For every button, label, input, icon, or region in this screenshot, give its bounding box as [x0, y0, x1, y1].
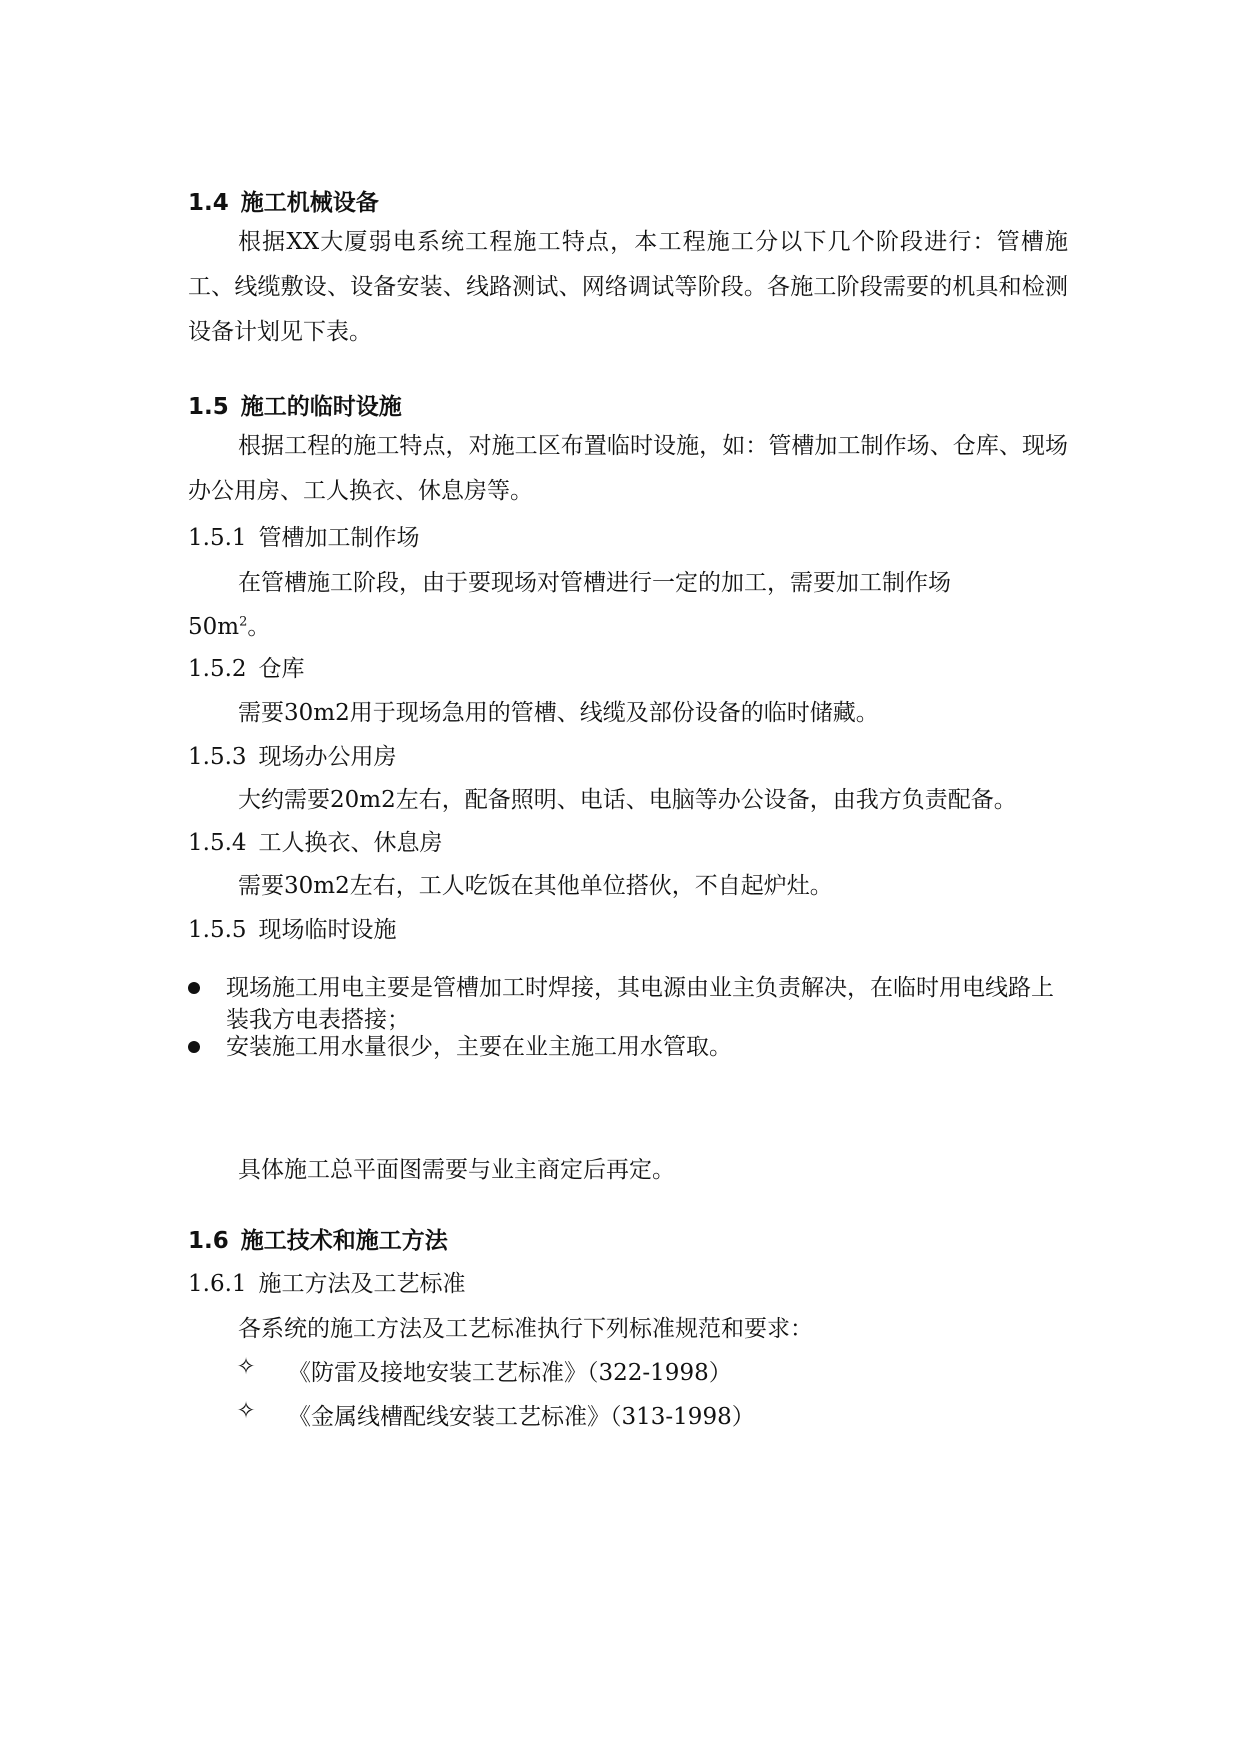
standard-item [232, 1398, 755, 1431]
area-value: 50m [188, 614, 240, 640]
section-heading-1-4 [188, 184, 1068, 217]
subsection-heading [188, 519, 1068, 552]
bullet-text: 安装施工用水量很少，主要在业主施工用水管取。 [226, 1034, 732, 1060]
subsection-heading [188, 738, 1068, 771]
section-title: 施工技术和施工方法 [240, 1228, 448, 1254]
section-number: 1.6 [188, 1228, 229, 1254]
note-paragraph: 具体施工总平面图需要与业主商定后再定。 [238, 1157, 675, 1183]
section-number: 1.5 [188, 394, 229, 420]
section-heading-1-5 [188, 388, 1068, 421]
bullet-item [188, 972, 1068, 1036]
section-title: 施工的临时设施 [240, 394, 402, 420]
subsection-number: 1.5.3 [188, 744, 247, 770]
subsection-title: 现场临时设施 [258, 917, 397, 943]
subsection-heading [188, 911, 1068, 944]
bullet-text: 现场施工用电主要是管槽加工时焊接，其电源由业主负责解决，在临时用电线路上装我方电表搭接； [226, 975, 1054, 1033]
subsection-title: 管槽加工制作场 [258, 525, 420, 551]
subsection-paragraph: 大约需要20m2左右，配备照明、电话、电脑等办公设备，由我方负责配备。 [238, 787, 1017, 813]
section-title: 施工机械设备 [240, 190, 379, 216]
subsection-heading [188, 824, 1068, 857]
subsection-heading [188, 650, 1068, 683]
section-paragraph: 根据工程的施工特点，对施工区布置临时设施，如：管槽加工制作场、仓库、现场办公用房、工人换衣、休息房等。 [188, 433, 1068, 504]
subsection-paragraph: 需要30m2左右，工人吃饭在其他单位搭伙，不自起炉灶。 [238, 873, 833, 899]
period: 。 [247, 614, 271, 640]
subsection-number: 1.5.5 [188, 917, 247, 943]
bullet-dot-icon [188, 982, 200, 994]
diamond-star-icon: ✧ [236, 1398, 256, 1424]
section-heading-1-6 [188, 1222, 1068, 1255]
subsection-paragraph: 需要30m2用于现场急用的管槽、线缆及部份设备的临时储藏。 [238, 700, 879, 726]
section-paragraph: 根据XX大厦弱电系统工程施工特点，本工程施工分以下几个阶段进行：管槽施工、线缆敷设、设备安装、线路测试、网络调试等阶段。各施工阶段需要的机具和检测设备计划见下表。 [188, 229, 1068, 345]
subsection-number: 1.6.1 [188, 1271, 247, 1297]
standards-intro: 各系统的施工方法及工艺标准执行下列标准规范和要求： [238, 1316, 813, 1342]
diamond-star-icon: ✧ [236, 1354, 256, 1380]
superscript: 2 [239, 614, 248, 630]
subsection-number: 1.5.4 [188, 830, 247, 856]
subsection-number: 1.5.2 [188, 656, 247, 682]
standard-text: 《防雷及接地安装工艺标准》（322-1998） [288, 1360, 732, 1386]
subsection-title: 仓库 [258, 656, 305, 682]
subsection-title: 现场办公用房 [258, 744, 397, 770]
standard-text: 《金属线槽配线安装工艺标准》（313-1998） [288, 1404, 755, 1430]
subsection-title: 工人换衣、休息房 [258, 830, 443, 856]
section-number: 1.4 [188, 190, 229, 216]
bullet-dot-icon [188, 1041, 200, 1053]
standard-item [232, 1354, 732, 1387]
subsection-paragraph-line: 在管槽施工阶段，由于要现场对管槽进行一定的加工，需要加工制作场 [238, 570, 951, 596]
subsection-heading [188, 1265, 1068, 1298]
subsection-title: 施工方法及工艺标准 [258, 1271, 466, 1297]
subsection-paragraph-line [188, 608, 1068, 641]
subsection-number: 1.5.1 [188, 525, 247, 551]
bullet-item [188, 1031, 1068, 1063]
